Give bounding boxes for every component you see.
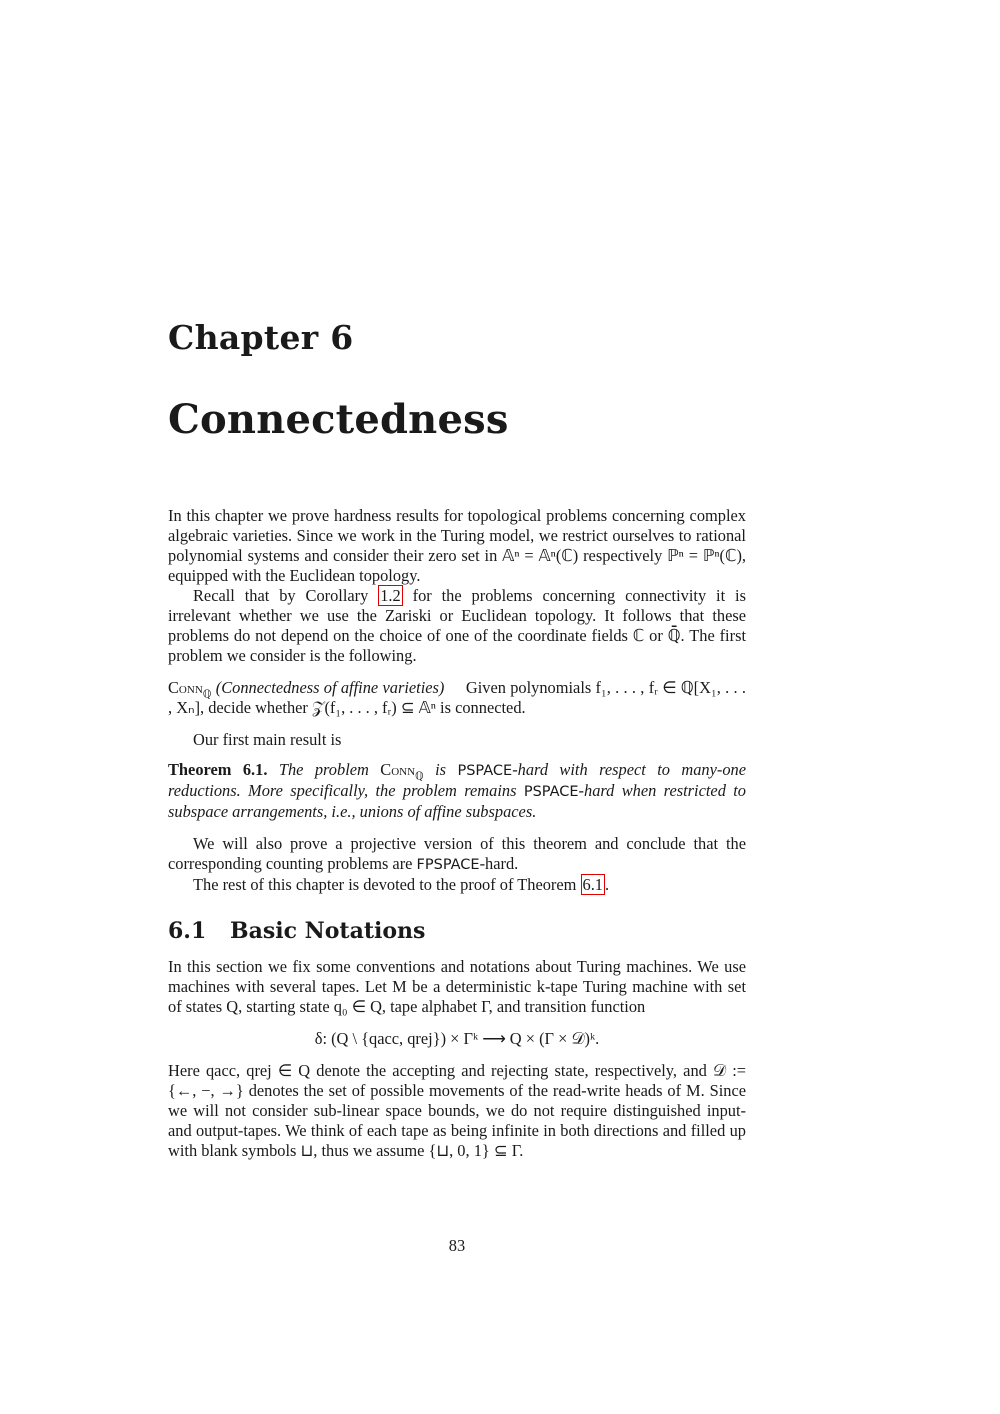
theorem-text-2: is bbox=[423, 760, 458, 779]
theorem-text-4: -hard when restricted to subspace arrangements, i.e., unions of affine subspaces. bbox=[168, 781, 746, 821]
section-heading bbox=[168, 918, 746, 944]
theorem-link[interactable]: 6.1 bbox=[582, 875, 603, 894]
problem-description: (Connectedness of affine varieties) bbox=[215, 678, 445, 697]
page bbox=[168, 0, 746, 1414]
fpspace-label: FPSPACE bbox=[416, 857, 480, 873]
chapter-body bbox=[168, 506, 746, 1161]
problem-name: Conn bbox=[168, 678, 203, 697]
after-theorem-paragraph-2 bbox=[168, 875, 746, 895]
problem-definition bbox=[168, 678, 746, 718]
page-number: 83 bbox=[448, 1236, 466, 1255]
theorem-text-3: -hard with respect to many-one reductions. More specifically, the problem remains bbox=[168, 760, 746, 800]
after-theorem-p2-before: The rest of this chapter is devoted to the proof of Theorem bbox=[193, 875, 581, 894]
after-theorem-p1-after: -hard. bbox=[479, 854, 519, 873]
theorem-text-1: The problem bbox=[278, 760, 381, 779]
chapter-label: Chapter 6 bbox=[168, 318, 354, 357]
theorem-label: Theorem 6.1. bbox=[168, 760, 268, 779]
theorem-conn-subscript: ℚ bbox=[415, 770, 424, 783]
theorem-6-1 bbox=[168, 760, 746, 822]
chapter-title: Connectedness bbox=[168, 396, 509, 443]
main-result-intro: Our first main result is bbox=[193, 730, 342, 749]
section-paragraph-1: In this section we fix some conventions and notations about Turing machines. We use machines with several tapes. Let M be a deterministic k-tape Turing machine with set of states Q, starting state q₀ ∈ Q, tape alphabet Γ, and transition function bbox=[168, 957, 746, 1016]
theorem-pspace-1: PSPACE bbox=[457, 763, 513, 779]
intro-paragraph-2 bbox=[168, 586, 746, 666]
after-theorem-p1-before: We will also prove a projective version of this theorem and conclude that the corresponding counting problems are bbox=[168, 834, 746, 873]
theorem-conn: Conn bbox=[380, 760, 416, 779]
problem-statement: Given polynomials f₁, . . . , fᵣ ∈ ℚ[X₁, . . . , Xₙ], decide whether 𝒵(f₁, . . . , fᵣ) ⊆ 𝔸ⁿ is connected. bbox=[168, 678, 746, 717]
section-number: 6.1 bbox=[168, 918, 207, 944]
theorem-pspace-2: PSPACE bbox=[523, 784, 579, 800]
after-theorem-paragraph-1 bbox=[168, 834, 746, 875]
section-title: Basic Notations bbox=[230, 918, 426, 944]
problem-subscript: ℚ bbox=[202, 688, 212, 701]
transition-function-formula: δ: (Q \ {qacc, qrej}) × Γᵏ ⟶ Q × (Γ × 𝒟)ᵏ. bbox=[314, 1029, 600, 1048]
corollary-link[interactable]: 1.2 bbox=[380, 586, 401, 605]
section-paragraph-2: Here qacc, qrej ∈ Q denote the accepting and rejecting state, respectively, and 𝒟 := {←, −, →} denotes the set of possible movements of the read-write heads of M. Since we will not consider sub-linear space bounds, we do not require distinguished input- and output-tapes. We think of each tape as being infinite in both directions and filled up with blank symbols ⊔, thus we assume {⊔, 0, 1} ⊆ Γ. bbox=[168, 1061, 746, 1160]
intro-paragraph-1: In this chapter we prove hardness results for topological problems concerning complex algebraic varieties. Since we work in the Turing model, we restrict ourselves to rational polynomial systems and consider their zero set in 𝔸ⁿ = 𝔸ⁿ(ℂ) respectively ℙⁿ = ℙⁿ(ℂ), equipped with the Euclidean topology. bbox=[168, 506, 746, 585]
intro-p2-text-after: for the problems concerning connectivity it is irrelevant whether we use the Zariski or Euclidean topology. It follows that these problems do not depend on the choice of one of the coordinate fields ℂ or ℚ̄. The first problem we consider is the following. bbox=[168, 586, 746, 665]
intro-p2-text-before: Recall that by Corollary bbox=[193, 586, 379, 605]
after-theorem-p2-after: . bbox=[605, 875, 610, 894]
